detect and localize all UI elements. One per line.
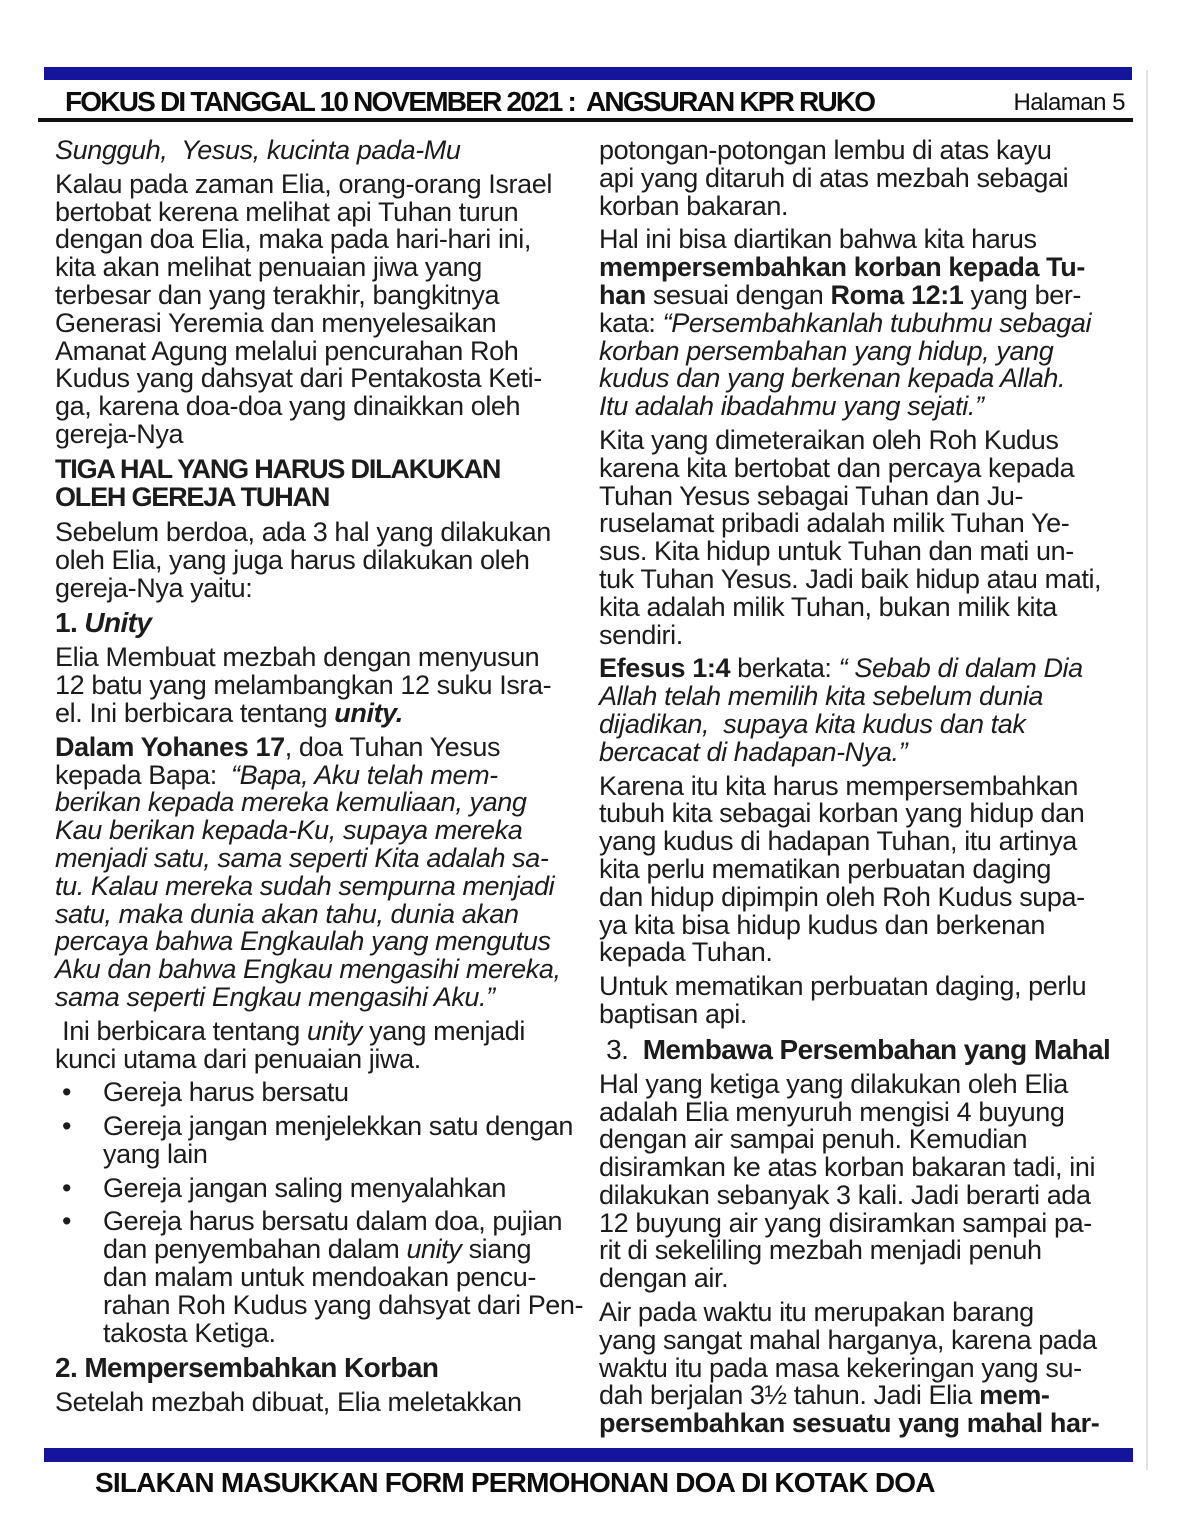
text-line <box>599 452 1159 483</box>
text-line <box>55 1389 600 1417</box>
text-run: “Persembahkanlah tubuhmu sebagai <box>662 307 1092 338</box>
text-run: Air pada waktu itu merupakan barang <box>599 1297 1034 1328</box>
text-run: yang ber- <box>963 279 1082 310</box>
text-run: Kudus yang dahsyat dari Pentakosta Keti- <box>55 363 542 394</box>
text-line <box>103 1236 600 1264</box>
text-run: Roma 12:1 <box>830 279 964 310</box>
text-run: tubuh kita sebagai korban yang hidup dan <box>599 798 1085 829</box>
text-line <box>599 335 1159 366</box>
text-line <box>103 1172 600 1203</box>
bullet-item <box>55 1079 600 1107</box>
text-line <box>55 226 600 254</box>
paragraph <box>55 731 600 1012</box>
text-run: rit di sekeliling mezbah menjadi penuh <box>599 1235 1042 1266</box>
text-line <box>55 789 600 817</box>
text-line <box>55 1015 600 1046</box>
paragraph <box>55 644 600 727</box>
text-run: 2. Mempersembahkan Korban <box>55 1352 439 1384</box>
text-line <box>599 1207 1159 1238</box>
text-line <box>103 1317 600 1348</box>
text-run: Dalam Yohanes 17 <box>55 731 285 762</box>
text-run: Efesus 1:4 <box>599 653 731 684</box>
bullet-icon: • <box>62 1111 72 1142</box>
text-line <box>599 1068 1159 1099</box>
text-run: ya kita bisa hidup kudus dan berkenan <box>599 909 1046 940</box>
bullet-list <box>55 1079 600 1347</box>
text-line <box>103 1079 600 1107</box>
text-run: kudus dan yang berkenan kepada Allah. <box>599 363 1066 394</box>
text-line <box>599 828 1159 856</box>
text-run: dengan air sampai penuh. Kemudian <box>599 1124 1028 1155</box>
text-run: Membawa Persembahan yang Mahal <box>642 1033 1111 1065</box>
text-line <box>55 483 600 512</box>
text-line <box>55 307 600 338</box>
text-line <box>55 981 600 1012</box>
text-line <box>599 683 1159 711</box>
text-line <box>599 480 1159 511</box>
text-line <box>599 162 1159 193</box>
text-run: kepada Bapa: <box>55 759 232 790</box>
text-run: dengan doa Elia, maka pada hari-hari ini, <box>55 224 531 255</box>
text-line <box>55 759 600 790</box>
text-run: berikan kepada mereka kemuliaan, yang <box>55 787 527 818</box>
bullet-item <box>55 1172 600 1203</box>
text-run: yang sangat mahal harganya, karena pada <box>599 1324 1097 1355</box>
text-line <box>599 424 1159 455</box>
text-run: sesuai dengan <box>645 279 831 310</box>
text-run: , doa Tuhan Yesus <box>284 731 501 762</box>
text-run: Hal yang ketiga yang dilakukan oleh Elia <box>599 1068 1068 1099</box>
paragraph <box>599 1299 1159 1438</box>
text-line <box>55 196 600 227</box>
text-line <box>599 279 1159 310</box>
text-run: korban persembahan yang hidup, yang <box>599 335 1054 366</box>
text-run: Unity <box>84 607 152 639</box>
text-run: takosta Ketiga. <box>103 1317 276 1348</box>
text-line <box>55 928 600 956</box>
text-line <box>599 1126 1159 1154</box>
section-heading <box>55 455 600 512</box>
text-line <box>599 1096 1159 1127</box>
text-line <box>599 619 1159 650</box>
text-run: 1. <box>55 607 85 639</box>
text-line <box>55 672 600 700</box>
text-run: sama seperti Engkau mengasihi Aku.” <box>55 981 495 1012</box>
text-line <box>599 655 1159 683</box>
text-line <box>599 226 1159 254</box>
text-run: rahan Roh Kudus yang dahsyat dari Pen- <box>103 1289 584 1320</box>
text-run: satu, maka dunia akan tahu, dunia akan <box>55 898 519 929</box>
text-line <box>599 1352 1159 1383</box>
text-line <box>55 335 600 366</box>
top-accent-bar <box>44 67 1132 80</box>
text-line <box>55 697 600 728</box>
text-run: unity. <box>334 697 403 728</box>
text-run: Gereja harus bersatu <box>103 1077 349 1108</box>
text-run: adalah Elia menyuruh mengisi 4 buyung <box>599 1096 1065 1127</box>
text-line <box>599 853 1159 884</box>
text-run: menjadi satu, sama seperti Kita adalah sa- <box>55 842 549 873</box>
text-run: Setelah mezbah dibuat, Elia meletakkan <box>55 1387 522 1418</box>
text-run: Kalau pada zaman Elia, orang-orang Israel <box>55 168 552 199</box>
text-run: yang kudus di hadapan Tuhan, itu artinya <box>599 826 1077 857</box>
text-line <box>599 538 1159 566</box>
text-line <box>55 455 600 484</box>
text-line <box>599 1410 1159 1438</box>
text-line <box>599 939 1159 967</box>
bottom-accent-bar <box>44 1448 1133 1462</box>
text-run: dijadikan, supaya kita kudus dan tak <box>599 708 1026 739</box>
text-run: dan malam untuk mendoakan pencu- <box>103 1262 536 1293</box>
page-header <box>65 86 1128 118</box>
text-line <box>55 516 600 547</box>
text-run: 3. <box>599 1033 643 1065</box>
text-line <box>599 1179 1159 1210</box>
text-run: Amanat Agung melalui pencurahan Roh <box>55 335 519 366</box>
paragraph <box>599 1068 1159 1294</box>
text-run: korban bakaran. <box>599 190 789 221</box>
text-line <box>55 393 600 421</box>
text-line <box>599 563 1159 594</box>
text-run: kita perlu mematikan perbuatan daging <box>599 853 1051 884</box>
paragraph <box>55 516 600 603</box>
bullet-item <box>55 1113 600 1169</box>
paragraph <box>55 137 600 165</box>
page-number: Halaman 5 <box>1013 89 1125 116</box>
text-run: Kita yang dimeteraikan oleh Roh Kudus <box>599 424 1059 455</box>
text-run: yang menjadi <box>362 1015 525 1046</box>
text-line <box>599 1382 1159 1410</box>
text-line <box>55 731 600 762</box>
text-line <box>599 190 1159 221</box>
text-run: ga, karena doa-doa yang dinaikkan oleh <box>55 391 521 422</box>
text-line <box>599 393 1159 421</box>
text-line <box>599 137 1159 165</box>
bullet-text <box>103 1208 600 1347</box>
text-run: TIGA HAL YANG HARUS DILAKUKAN <box>55 453 501 484</box>
text-line <box>103 1264 600 1292</box>
header-rule <box>38 118 1133 122</box>
text-run: gereja-Nya yaitu: <box>55 572 253 603</box>
text-line <box>599 708 1159 739</box>
text-run: kita adalah milik Tuhan, bukan milik kita <box>599 591 1057 622</box>
bullet-text <box>103 1113 600 1169</box>
text-line <box>599 998 1159 1029</box>
text-run: kunci utama dari penuaian jiwa. <box>55 1043 421 1074</box>
text-run: unity <box>306 1015 363 1046</box>
text-run: OLEH GEREJA TUHAN <box>55 482 330 513</box>
text-line <box>55 956 600 984</box>
bullet-text <box>103 1079 600 1107</box>
text-line <box>55 1043 600 1074</box>
text-run: dan hidup dipimpin oleh Roh Kudus supa- <box>599 881 1085 912</box>
text-line <box>599 365 1159 393</box>
text-run: mempersembahkan korban kepada Tu- <box>599 252 1085 283</box>
text-line <box>55 168 600 199</box>
text-run: Elia Membuat mezbah dengan menyusun <box>55 642 540 673</box>
text-run: api yang ditaruh di atas mezbah sebagai <box>599 162 1069 193</box>
text-run: sendiri. <box>599 619 683 650</box>
text-run: berkata: <box>730 653 839 684</box>
text-run: han <box>599 279 646 310</box>
text-line <box>55 254 600 282</box>
text-line <box>55 608 600 637</box>
text-run: unity <box>406 1234 462 1265</box>
paragraph <box>599 973 1159 1029</box>
text-line <box>103 1289 600 1320</box>
text-run: bertobat kerena melihat api Tuhan turun <box>55 196 519 227</box>
text-run: oleh Elia, yang juga harus dilakukan oleh <box>55 544 530 575</box>
text-line <box>599 736 1159 767</box>
text-line <box>599 1324 1159 1355</box>
text-run: Aku dan bahwa Engkau mengasihi mereka, <box>55 954 561 985</box>
text-line <box>599 254 1159 282</box>
text-run: Sungguh, Yesus, kucinta pada-Mu <box>55 135 461 165</box>
text-line <box>55 898 600 929</box>
text-run: Itu adalah ibadahmu yang sejati.” <box>599 391 984 422</box>
text-run: Tuhan Yesus sebagai Tuhan dan Ju- <box>599 480 1024 511</box>
bullet-icon: • <box>62 1206 72 1237</box>
text-line <box>599 510 1159 538</box>
text-run: Gereja harus bersatu dalam doa, pujian <box>103 1206 563 1237</box>
text-line <box>599 1237 1159 1265</box>
bullet-item <box>55 1208 600 1347</box>
text-run: terbesar dan yang terakhir, bangkitnya <box>55 279 500 310</box>
text-run: Generasi Yeremia dan menyelesaikan <box>55 307 497 338</box>
text-line <box>599 881 1159 912</box>
text-run: sus. Kita hidup untuk Tuhan dan mati un- <box>599 536 1074 567</box>
text-run: kepada Tuhan. <box>599 937 773 968</box>
text-run: gereja-Nya <box>55 418 184 449</box>
text-run: dan penyembahan dalam <box>103 1234 407 1265</box>
text-run: bercacat di hadapan-Nya.” <box>599 736 908 767</box>
bullet-text <box>103 1172 600 1203</box>
bullet-icon: • <box>62 1172 72 1203</box>
text-line <box>55 365 600 393</box>
text-run: dah berjalan 3½ tahun. Jadi Elia <box>599 1380 980 1411</box>
text-line <box>599 1299 1159 1327</box>
sub-heading <box>55 608 600 637</box>
paragraph <box>55 1389 600 1417</box>
text-line <box>103 1138 600 1169</box>
text-line <box>55 1353 600 1382</box>
text-run: Gereja jangan saling menyalahkan <box>103 1172 506 1203</box>
page-title: FOKUS DI TANGGAL 10 NOVEMBER 2021 : ANGSURAN KPR RUKO <box>65 86 875 117</box>
text-line <box>599 770 1159 801</box>
bullet-icon: • <box>62 1077 72 1108</box>
text-line <box>55 870 600 901</box>
text-run: dengan air. <box>599 1263 729 1294</box>
sub-heading <box>599 1035 1159 1064</box>
text-run: mem- <box>979 1380 1050 1411</box>
text-run: Hal ini bisa diartikan bahwa kita harus <box>599 224 1037 255</box>
text-run: Karena itu kita harus mempersembahkan <box>599 770 1078 801</box>
text-run: baptisan api. <box>599 998 747 1029</box>
left-column <box>55 137 600 1423</box>
right-column <box>599 137 1159 1444</box>
text-run: “Bapa, Aku telah mem- <box>231 759 498 790</box>
text-line <box>599 1035 1159 1064</box>
text-run: Untuk mematikan perbuatan daging, perlu <box>599 971 1087 1002</box>
text-line <box>55 418 600 449</box>
text-run: 12 batu yang melambangkan 12 suku Isra- <box>55 670 552 701</box>
paragraph <box>599 770 1159 968</box>
text-run: kata: <box>599 307 663 338</box>
text-line <box>55 572 600 603</box>
text-line <box>599 591 1159 622</box>
text-run: disiramkan ke atas korban bakaran tadi, ini <box>599 1152 1096 1183</box>
text-line <box>55 279 600 310</box>
text-run: potongan-potongan lembu di atas kayu <box>599 135 1052 165</box>
text-line <box>55 544 600 575</box>
text-run: waktu itu pada masa kekeringan yang su- <box>599 1352 1082 1383</box>
text-run: karena kita bertobat dan percaya kepada <box>599 452 1075 483</box>
text-run: percaya bahwa Engkaulah yang mengutus <box>55 926 551 957</box>
text-line <box>55 842 600 873</box>
text-run: Sebelum berdoa, ada 3 hal yang dilakukan <box>55 516 551 547</box>
text-line <box>599 1265 1159 1293</box>
footer-text: SILAKAN MASUKKAN FORM PERMOHONAN DOA DI KOTAK DOA <box>95 1467 935 1498</box>
paragraph <box>599 226 1159 421</box>
text-run: 12 buyung air yang disiramkan sampai pa- <box>599 1207 1092 1238</box>
text-line <box>55 817 600 845</box>
paragraph <box>599 424 1159 650</box>
text-run: siang <box>461 1234 532 1265</box>
text-run: tu. Kalau mereka sudah sempurna menjadi <box>55 870 555 901</box>
paragraph <box>599 137 1159 220</box>
text-run: Kau berikan kepada-Ku, supaya mereka <box>55 815 523 846</box>
paragraph <box>55 1015 600 1074</box>
text-line <box>55 644 600 672</box>
text-line <box>599 1154 1159 1182</box>
text-line <box>103 1208 600 1236</box>
paragraph <box>55 168 600 449</box>
text-run: yang lain <box>103 1138 208 1169</box>
sub-heading <box>55 1353 600 1382</box>
text-run: “ Sebab di dalam Dia <box>838 653 1083 684</box>
text-line <box>599 973 1159 1001</box>
text-run: Gereja jangan menjelekkan satu dengan <box>103 1111 574 1142</box>
text-run: tuk Tuhan Yesus. Jadi baik hidup atau mati, <box>599 563 1102 594</box>
text-run: kita akan melihat penuaian jiwa yang <box>55 252 482 283</box>
text-run: ruselamat pribadi adalah milik Tuhan Ye- <box>599 508 1070 539</box>
text-run: persembahkan sesuatu yang mahal har- <box>599 1408 1100 1439</box>
text-line <box>55 137 600 165</box>
text-line <box>103 1113 600 1141</box>
text-run: Allah telah memilih kita sebelum dunia <box>599 681 1044 712</box>
text-run: el. Ini berbicara tentang <box>55 697 335 728</box>
text-run: dilakukan sebanyak 3 kali. Jadi berarti ada <box>599 1179 1091 1210</box>
text-line <box>599 909 1159 940</box>
paragraph <box>599 655 1159 766</box>
text-line <box>599 307 1159 338</box>
text-run: Ini berbicara tentang <box>55 1015 307 1046</box>
text-line <box>599 800 1159 828</box>
